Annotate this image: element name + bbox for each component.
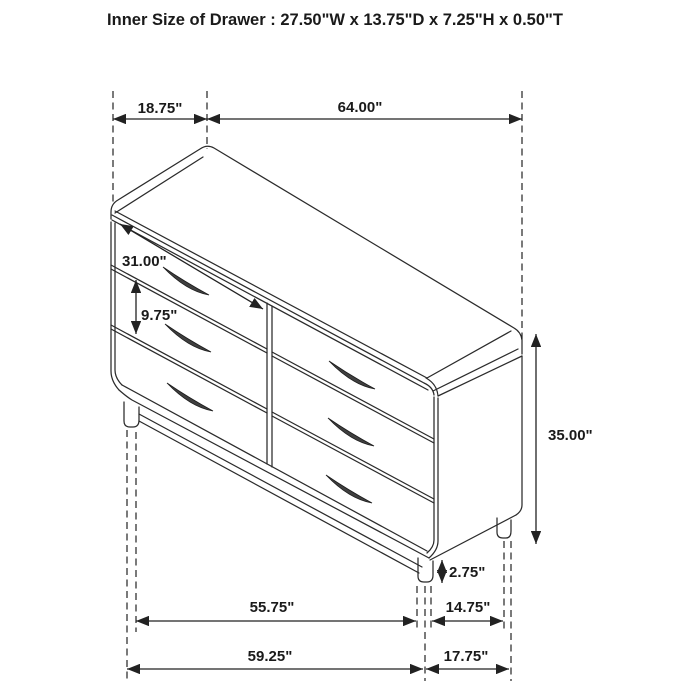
side-panel-right-edge	[516, 356, 522, 515]
left-divider-row2-a	[111, 325, 267, 409]
dim-label-overall-height: 35.00"	[548, 427, 593, 444]
extension-lines	[113, 91, 522, 681]
right-divider-row2-a	[272, 412, 434, 499]
drawer-handle	[163, 267, 209, 295]
dimension-annotations	[113, 99, 593, 669]
dim-label-overall-depth: 17.75"	[443, 648, 489, 665]
plinth-top	[139, 414, 422, 567]
front-right-stile-inner	[427, 397, 434, 553]
dim-label-overall-width: 59.25"	[247, 648, 293, 665]
dresser-drawing	[111, 146, 522, 582]
dim-label-top-depth: 18.75"	[137, 100, 183, 117]
dim-label-top-width: 64.00"	[337, 99, 383, 116]
page-title: Inner Size of Drawer : 27.50"W x 13.75"D x 7.25"H x 0.50"T	[107, 11, 563, 29]
front-left-stile-inner	[115, 223, 122, 385]
front-right-leg	[418, 558, 433, 582]
dim-label-drawer-width: 31.00"	[122, 253, 167, 270]
dim-label-side-leg-span: 14.75"	[445, 599, 491, 616]
dim-label-leg-height: 2.75"	[449, 564, 486, 581]
dresser-side-top-outer	[438, 356, 522, 396]
dresser-top-right-edge	[427, 331, 511, 378]
dim-label-front-leg-span: 55.75"	[249, 599, 295, 616]
drawer-handle	[167, 383, 213, 411]
plinth-bottom	[139, 421, 419, 573]
left-divider-row1-a	[111, 265, 267, 349]
right-divider-row2-b	[272, 416, 434, 503]
dresser-front-right-corner	[426, 378, 438, 396]
dresser-nosing-band	[112, 215, 434, 395]
front-left-leg	[124, 402, 139, 427]
dresser-top-left-band	[115, 157, 203, 213]
drawer-handle	[165, 324, 211, 352]
drawer-handle	[329, 361, 375, 389]
front-bottom-inner	[122, 385, 427, 551]
drawer-top-reveal	[112, 220, 428, 390]
right-divider-row1-a	[272, 352, 434, 439]
drawer-handle	[326, 475, 372, 503]
dim-label-drawer-height: 9.75"	[141, 307, 178, 324]
drawer-handle	[328, 418, 374, 446]
dresser-side-top-inner	[433, 349, 518, 391]
